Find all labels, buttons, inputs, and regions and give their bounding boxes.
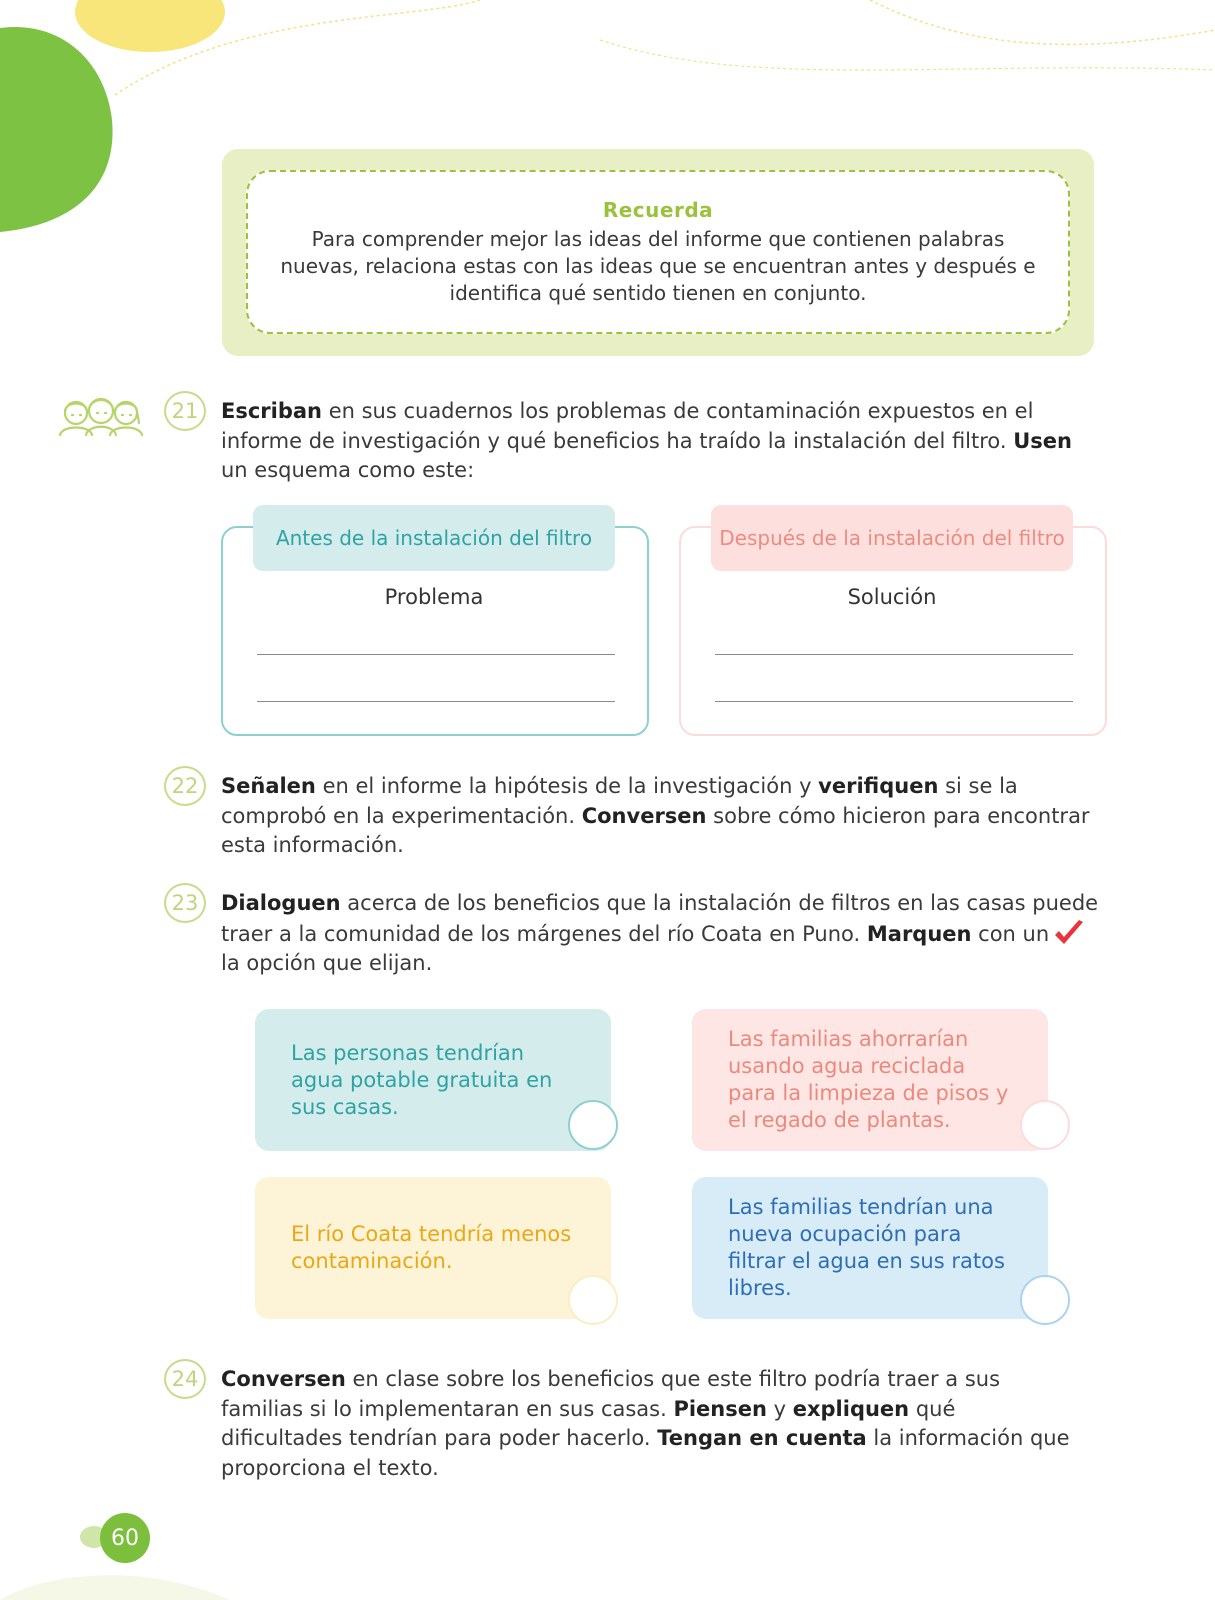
option-card-2 [692,1009,1048,1151]
activity-23-text-3: la opción que elijan. [221,951,433,975]
activity-24-bold-4: Tengan en cuenta [657,1426,867,1450]
activity-22-bold-3: Conversen [581,803,707,828]
activity-24-text-2: y [766,1396,793,1421]
recuerda-title: Recuerda [602,198,714,222]
activity-24-bold-1: Conversen [221,1367,346,1391]
students-group-icon [56,391,146,441]
activity-21-text-2: un esquema como este: [221,458,475,482]
activity-23-text [221,889,1101,979]
checkmark-icon [1053,919,1085,947]
activity-23-bold-1: Dialoguen [221,891,341,915]
activity-22-bold-1: Señalen [221,774,316,798]
scheme-label-solucion: Solución [847,585,937,609]
writing-line [715,654,1073,655]
activity-21-bold-1: Escriban [221,399,323,423]
activity-number-21: 21 [164,391,206,431]
activity-number-22: 22 [164,766,206,806]
writing-line [257,654,615,655]
option-text-4: Las familias tendrían una nueva ocupación para filtrar el agua en sus ratos libres. [728,1195,1005,1300]
option-card-1 [255,1009,611,1151]
option-check-circle-3[interactable] [568,1275,618,1325]
option-check-circle-2[interactable] [1020,1100,1070,1150]
recuerda-inner-box [246,170,1070,334]
activity-22-text-1: en el informe la hipótesis de la investigación y [315,774,819,798]
option-text-3: El río Coata tendría menos contaminación. [291,1222,572,1273]
option-check-circle-4[interactable] [1020,1275,1070,1325]
activity-number-24: 24 [164,1359,206,1399]
activity-23-bold-2: Marquen [866,921,972,946]
scheme-label-problema: Problema [384,585,484,609]
option-card-3 [255,1177,611,1319]
activity-23-text-2: con un [971,921,1050,946]
activity-22-text-3: sobre cómo hicieron para encontrar esta información. [221,803,1090,857]
option-text-1: Las personas tendrían agua potable gratuita en sus casas. [291,1040,553,1119]
activity-number-23: 23 [164,883,206,923]
recuerda-text: Para comprender mejor las ideas del informe que contienen palabras nuevas, relaciona estas con las ideas que se encuentran antes y después e identifica qué sentido tienen en conjunto. [280,227,1036,305]
option-text-2: Las familias ahorrarían usando agua reciclada para la limpieza de pisos y el regado de plantas. [728,1027,1009,1132]
activity-21-text [221,397,1101,486]
option-card-4 [692,1177,1048,1319]
activity-24-text-3: qué dificultades tendrían para poder hacerlo. [221,1396,956,1450]
option-check-circle-1[interactable] [568,1100,618,1150]
scheme-tag-before: Antes de la instalación del filtro [253,505,615,571]
page-number: 60 [100,1513,150,1563]
activity-24-text [221,1365,1071,1483]
activity-24-text-4: la información que proporciona el texto. [221,1426,1070,1480]
activity-22-text-2: si se la comprobó en la experimentación. [221,774,1018,828]
activity-24-bold-3: expliquen [792,1396,910,1421]
activity-22-bold-2: verifiquen [818,774,939,798]
activity-21-bold-2: Usen [1013,428,1072,453]
writing-line [715,701,1073,702]
activity-23-text-1: acerca de los beneficios que la instalación de filtros en las casas puede traer a la comunidad de los márgenes del río Coata en Puno. [221,891,1099,946]
writing-line [257,701,615,702]
activity-21-text-1: en sus cuadernos los problemas de contaminación expuestos en el informe de investigación y qué beneficios ha traído la instalación del filtro. [221,399,1034,453]
activity-22-text [221,772,1101,861]
activity-24-text-1: en clase sobre los beneficios que este filtro podría traer a sus familias si lo implementaran en sus casas. [221,1367,1001,1421]
activity-24-bold-2: Piensen [673,1396,767,1421]
scheme-tag-after: Después de la instalación del filtro [711,505,1073,571]
